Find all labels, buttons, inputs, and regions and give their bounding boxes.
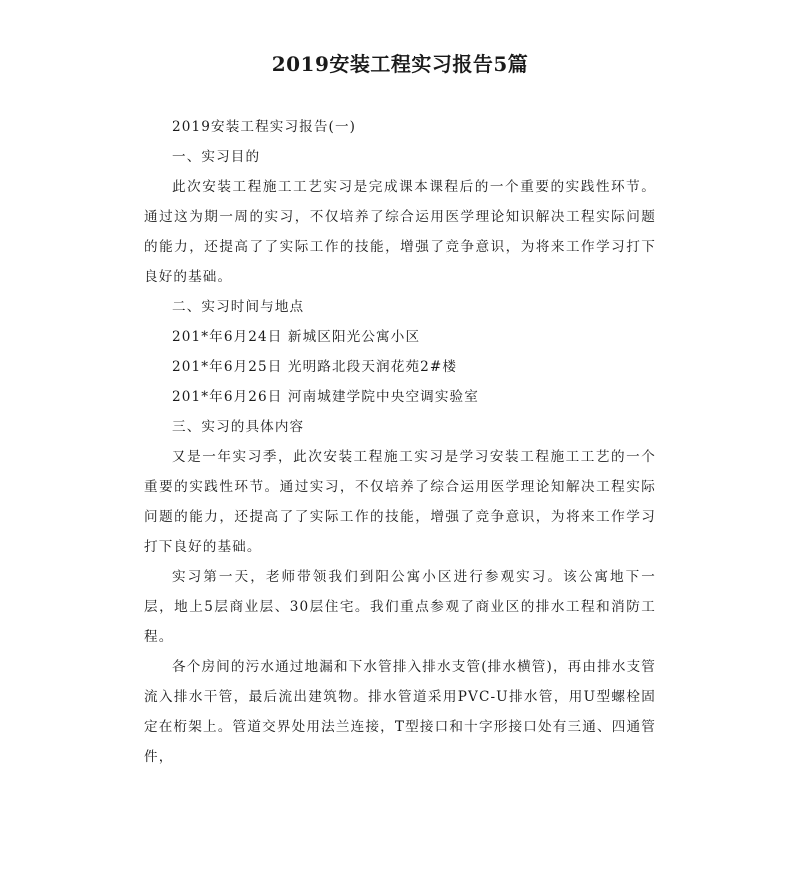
paragraph-drainage: 各个房间的污水通过地漏和下水管排入排水支管(排水横管)，再由排水支管流入排水干管，最后流出建筑物。排水管道采用PVC-U排水管，用U型螺栓固定在桁架上。管道交界处用法兰连接，T型接口和十字形接口处有三通、四通管件， <box>144 659 656 765</box>
paragraph-content-intro: 又是一年实习季，此次安装工程施工实习是学习安装工程施工工艺的一个重要的实践性环节。通过实习，不仅培养了综合运用医学理论知解决工程实际问题的能力，还提高了了实际工作的技能，增强了竞争意识，为将来工作学习打下良好的基础。 <box>144 449 656 555</box>
section-heading-purpose: 一、实习目的 <box>172 149 261 165</box>
document-body <box>144 112 656 772</box>
paragraph-purpose: 此次安装工程施工工艺实习是完成课本课程后的一个重要的实践性环节。通过这为期一周的实习，不仅培养了综合运用医学理论知识解决工程实际问题的能力，还提高了了实际工作的技能，增强了竞争意识，为将来工作学习打下良好的基础。 <box>144 179 656 285</box>
report-subtitle: 2019安装工程实习报告(一) <box>172 119 357 135</box>
paragraph-day-one: 实习第一天，老师带领我们到阳公寓小区进行参观实习。该公寓地下一层，地上5层商业层、30层住宅。我们重点参观了商业区的排水工程和消防工程。 <box>144 569 656 645</box>
schedule-line-1: 201*年6月24日 新城区阳光公寓小区 <box>172 329 421 345</box>
section-heading-time-place: 二、实习时间与地点 <box>172 299 305 315</box>
document-title: 2019安装工程实习报告5篇 <box>271 52 529 76</box>
schedule-line-2: 201*年6月25日 光明路北段天润花苑2#楼 <box>172 359 458 375</box>
section-heading-content: 三、实习的具体内容 <box>172 419 305 435</box>
schedule-line-3: 201*年6月26日 河南城建学院中央空调实验室 <box>172 389 479 405</box>
